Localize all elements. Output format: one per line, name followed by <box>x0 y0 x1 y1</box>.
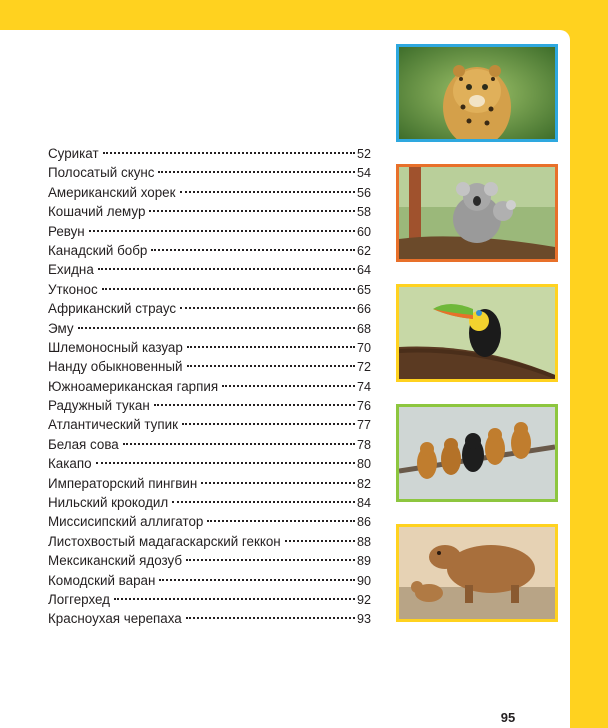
toc-entry-page: 86 <box>356 515 371 530</box>
toc-entry <box>48 396 371 415</box>
toc-entry <box>48 183 371 202</box>
toc-leader-dots <box>201 482 355 484</box>
toc-leader-dots <box>187 346 355 348</box>
toc-entry-page: 72 <box>356 360 371 375</box>
toc-entry-name: Логгерхед <box>48 591 110 607</box>
toc-entry-name: Радужный тукан <box>48 398 150 414</box>
toc-entry-name: Ревун <box>48 223 85 239</box>
toc-leader-dots <box>102 288 355 290</box>
toc-leader-dots <box>78 327 355 329</box>
toc-entry-name: Шлемоносный казуар <box>48 339 183 355</box>
toc-entry <box>48 319 371 338</box>
toc-entry-name: Американский хорек <box>48 184 176 200</box>
toc-entry-page: 74 <box>356 379 371 394</box>
toc-entry <box>48 609 371 628</box>
toc-leader-dots <box>222 385 355 387</box>
toc-leader-dots <box>180 191 355 193</box>
toc-leader-dots <box>123 443 355 445</box>
howler-monkeys-photo <box>396 404 558 502</box>
toc-entry-name: Красноухая черепаха <box>48 611 182 627</box>
toc-entry-page: 89 <box>356 554 371 569</box>
toc-leader-dots <box>180 307 355 309</box>
toc-entry-page: 76 <box>356 399 371 414</box>
toc-entry <box>48 338 371 357</box>
toc-entry-page: 58 <box>356 205 371 220</box>
toc-entry-name: Миссисипский аллигатор <box>48 514 204 530</box>
toc-leader-dots <box>187 365 355 367</box>
koala-photo <box>396 164 558 262</box>
toc-entry <box>48 435 371 454</box>
toc-entry <box>48 590 371 609</box>
toc-entry <box>48 163 371 182</box>
toc-entry-page: 62 <box>356 243 371 258</box>
toc-leader-dots <box>186 559 355 561</box>
toc-entry-page: 66 <box>356 302 371 317</box>
toc-entry-page: 52 <box>356 147 371 161</box>
table-of-contents <box>48 144 371 629</box>
toc-entry-name: Нанду обыкновенный <box>48 359 183 375</box>
toc-leader-dots <box>103 152 355 154</box>
toc-entry-name: Белая сова <box>48 436 119 452</box>
toc-entry-page: 65 <box>356 282 371 297</box>
toc-entry <box>48 241 371 260</box>
toc-entry-name: Кошачий лемур <box>48 204 146 220</box>
toc-entry <box>48 551 371 570</box>
toc-entry <box>48 222 371 241</box>
toc-leader-dots <box>182 423 355 425</box>
toc-leader-dots <box>158 171 355 173</box>
toc-entry-page: 64 <box>356 263 371 278</box>
toc-entry-name: Какапо <box>48 456 92 472</box>
toc-entry-page: 88 <box>356 534 371 549</box>
toc-entry-name: Сурикат <box>48 146 99 161</box>
toc-entry-page: 78 <box>356 437 371 452</box>
toc-entry-page: 90 <box>356 573 371 588</box>
toc-entry-page: 56 <box>356 185 371 200</box>
toc-leader-dots <box>151 249 355 251</box>
toc-entry <box>48 415 371 434</box>
toc-leader-dots <box>149 210 355 212</box>
toc-entry-name: Атлантический тупик <box>48 417 178 433</box>
jaguar-photo <box>396 44 558 142</box>
toc-entry-page: 82 <box>356 476 371 491</box>
toc-entry-name: Южноамериканская гарпия <box>48 378 219 394</box>
toc-leader-dots <box>98 268 355 270</box>
page-number-tab <box>475 690 541 728</box>
toc-entry <box>48 357 371 376</box>
toc-entry-page: 77 <box>356 418 371 433</box>
toc-entry <box>48 474 371 493</box>
toc-leader-dots <box>285 540 355 542</box>
toc-entry <box>48 571 371 590</box>
toc-leader-dots <box>159 579 355 581</box>
toc-leader-dots <box>172 501 355 503</box>
toc-entry <box>48 454 371 473</box>
toc-entry-name: Эму <box>48 320 74 336</box>
toc-leader-dots <box>89 230 355 232</box>
toc-leader-dots <box>114 598 355 600</box>
toc-entry <box>48 260 371 279</box>
toc-entry-name: Императорский пингвин <box>48 475 198 491</box>
toc-entry-name: Листохвостый мадагаскарский геккон <box>48 533 281 549</box>
toc-leader-dots <box>96 462 355 464</box>
toc-entry <box>48 202 371 221</box>
toc-entry-page: 68 <box>356 321 371 336</box>
toc-entry-page: 54 <box>356 166 371 181</box>
toc-entry-page: 80 <box>356 457 371 472</box>
toc-entry-page: 93 <box>356 612 371 627</box>
toc-entry-name: Африканский страус <box>48 301 177 317</box>
toc-entry-name: Утконос <box>48 281 98 297</box>
capybara-photo <box>396 524 558 622</box>
toc-entry-name: Нильский крокодил <box>48 495 169 511</box>
toc-leader-dots <box>207 520 355 522</box>
toc-entry <box>48 532 371 551</box>
toucan-photo <box>396 284 558 382</box>
toc-entry <box>48 299 371 318</box>
toc-entry-page: 92 <box>356 592 371 607</box>
toc-entry-page: 84 <box>356 496 371 511</box>
toc-entry-name: Ехидна <box>48 262 94 278</box>
page-number: 95 <box>500 710 516 725</box>
toc-entry-page: 60 <box>356 224 371 239</box>
toc-entry <box>48 280 371 299</box>
toc-entry <box>48 512 371 531</box>
book-page <box>0 30 570 728</box>
toc-entry <box>48 144 371 163</box>
toc-leader-dots <box>186 617 355 619</box>
toc-leader-dots <box>154 404 355 406</box>
toc-entry-name: Комодский варан <box>48 572 156 588</box>
toc-entry-name: Полосатый скунс <box>48 165 155 181</box>
toc-entry-page: 70 <box>356 340 371 355</box>
toc-entry-name: Канадский бобр <box>48 242 148 258</box>
toc-entry-name: Мексиканский ядозуб <box>48 553 183 569</box>
toc-entry <box>48 377 371 396</box>
toc-entry <box>48 493 371 512</box>
